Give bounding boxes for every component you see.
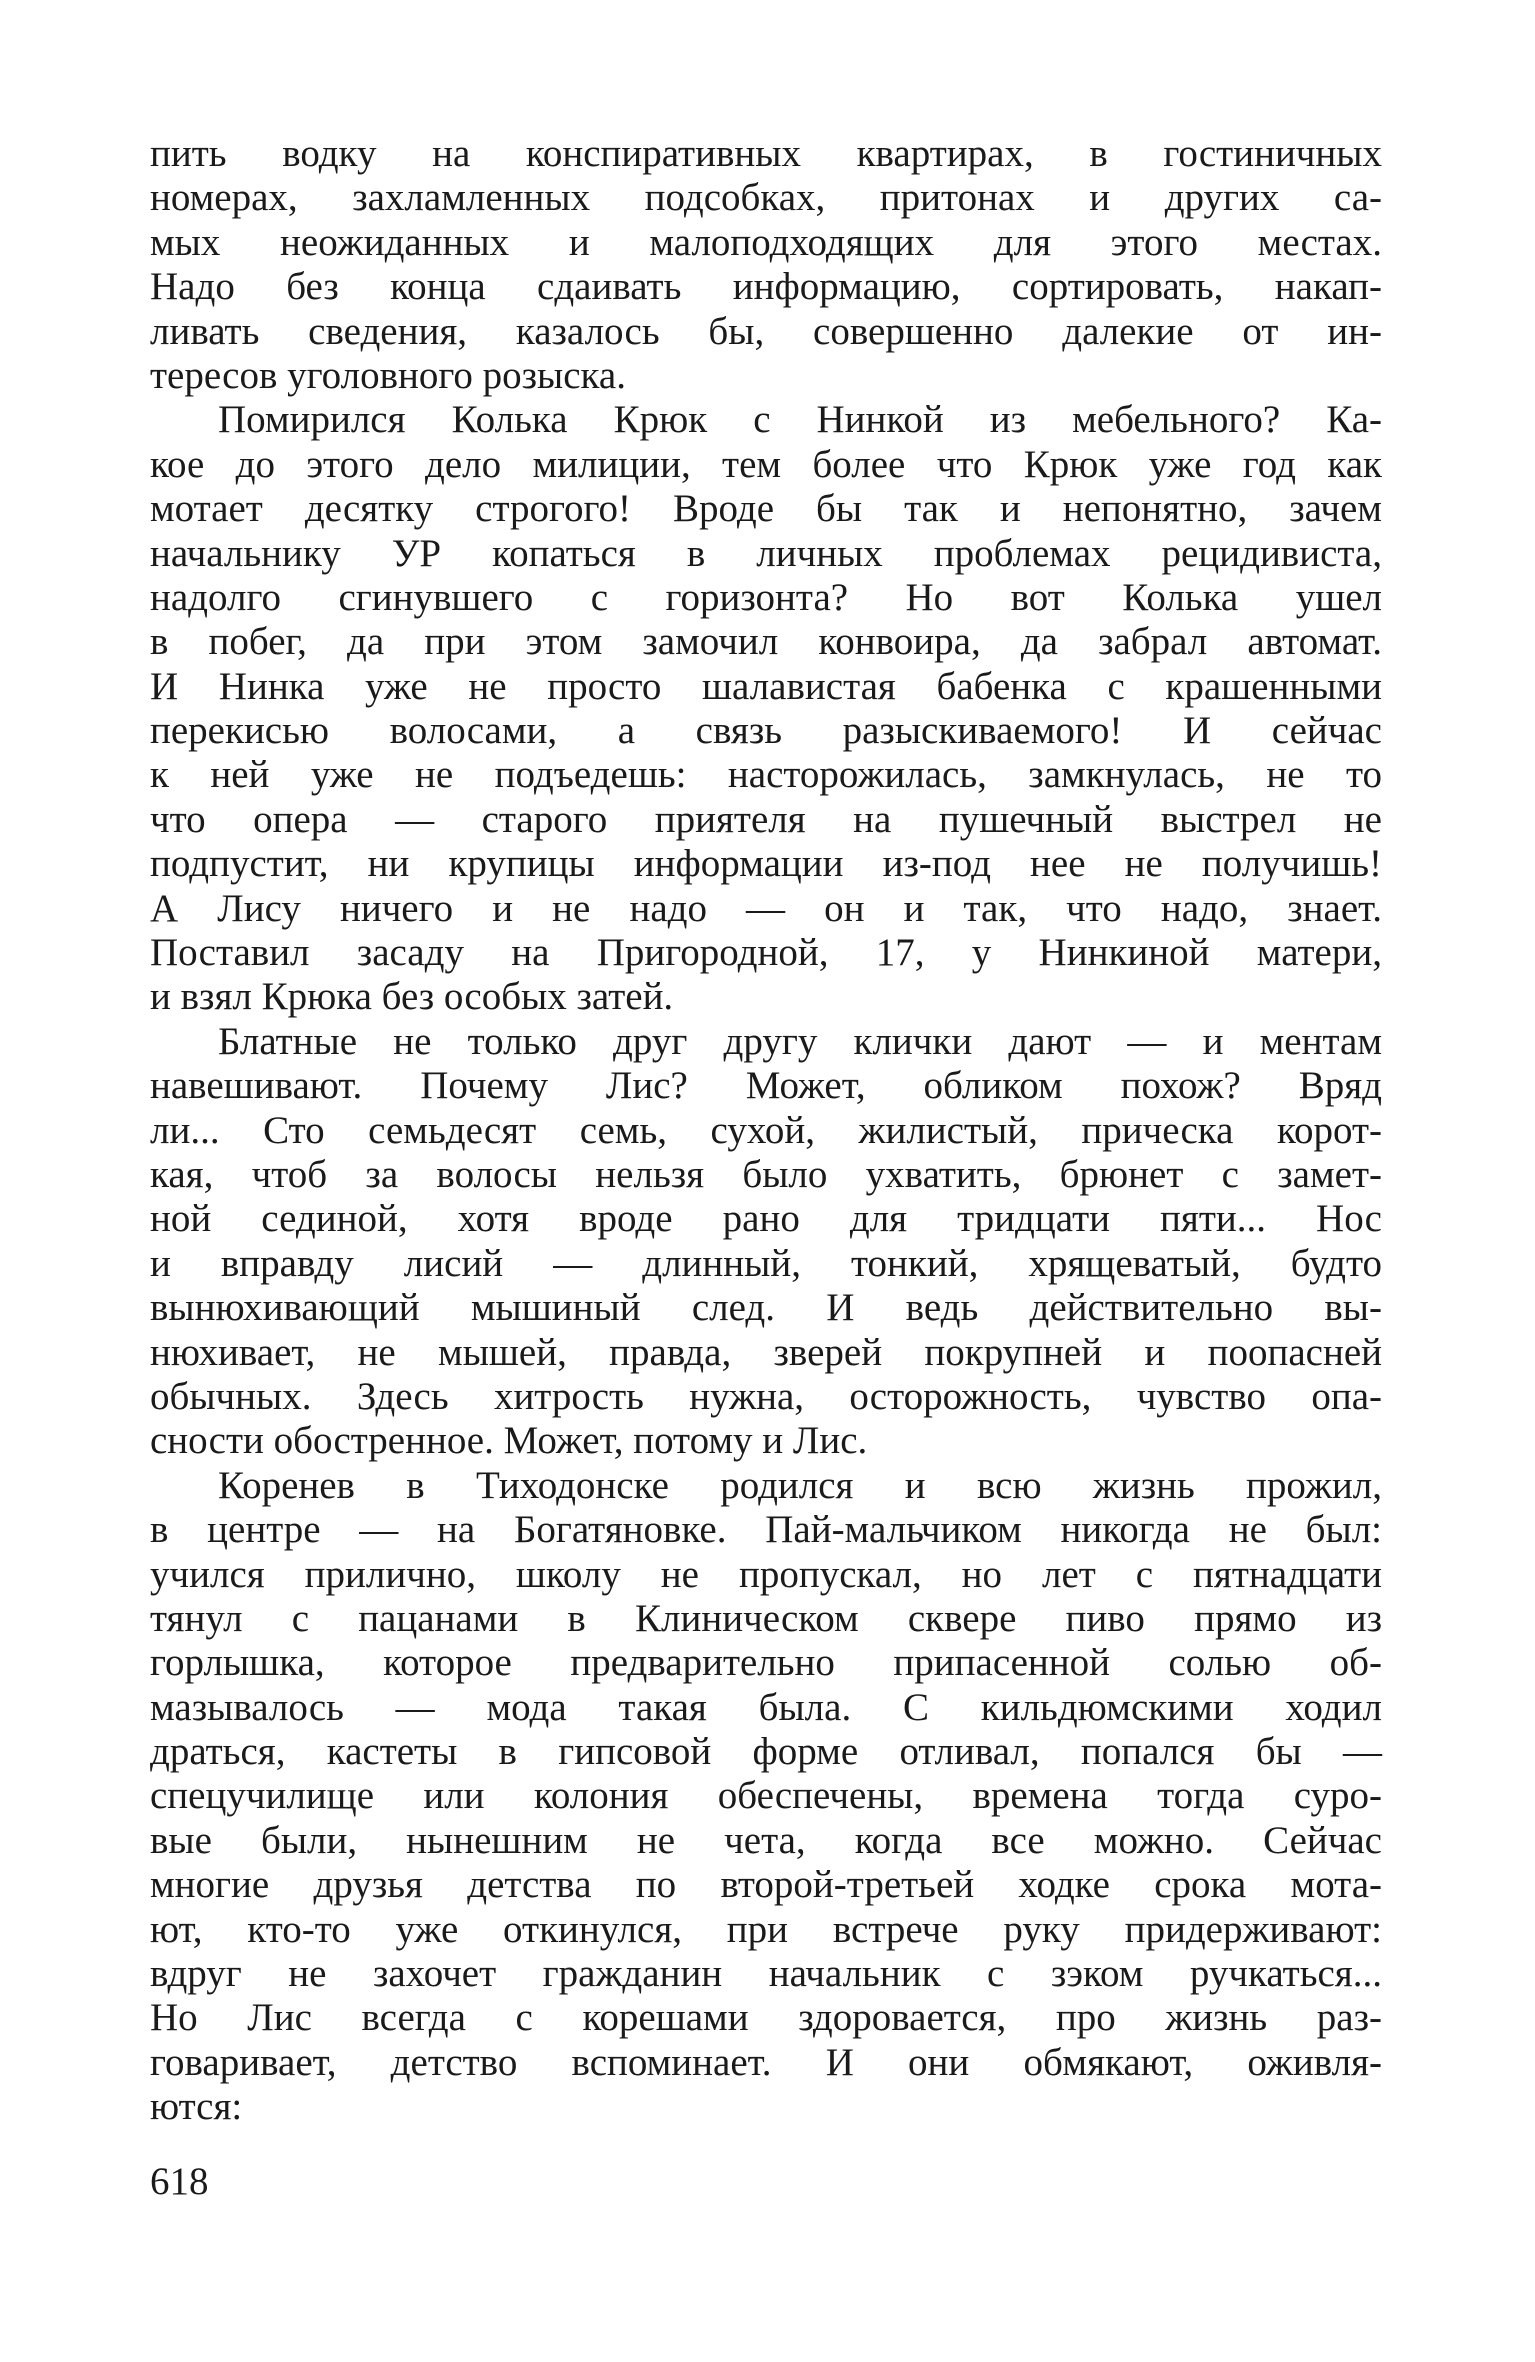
text-line: перекисью волосами, а связь разыскиваемого! И сейчас	[150, 709, 1382, 753]
text-line: вынюхивающий мышиный след. И ведь действительно вы-	[150, 1286, 1382, 1330]
paragraph	[150, 1464, 1382, 2130]
text-line: и взял Крюка без особых затей.	[150, 975, 674, 1019]
text-line: мых неожиданных и малоподходящих для этого местах.	[150, 220, 1382, 264]
text-line: что опера — старого приятеля на пушечный выстрел не	[150, 797, 1382, 841]
paragraph	[150, 398, 1382, 1019]
text-line: в центре — на Богатяновке. Пай-мальчиком никогда не был:	[150, 1508, 1382, 1552]
text-line: ливать сведения, казалось бы, совершенно далекие от ин-	[150, 309, 1382, 353]
text-line: подпустит, ни крупицы информации из-под нее не получишь!	[150, 842, 1382, 886]
text-line: вдруг не захочет гражданин начальник с зэком ручкаться...	[150, 1952, 1382, 1996]
text-line: начальнику УР копаться в личных проблемах рецидивиста,	[150, 531, 1382, 575]
text-line: говаривает, детство вспоминает. И они обмякают, оживля-	[150, 2040, 1382, 2084]
text-line: А Лису ничего и не надо — он и так, что надо, знает.	[150, 886, 1382, 930]
text-line: кое до этого дело милиции, тем более что Крюк уже год как	[150, 442, 1382, 486]
text-line: И Нинка уже не просто шалавистая бабенка с крашенными	[150, 664, 1382, 708]
text-line: к ней уже не подъедешь: насторожилась, замкнулась, не то	[150, 753, 1382, 797]
page-number: 618	[150, 2160, 209, 2203]
text-line: Коренев в Тиходонске родился и всю жизнь прожил,	[218, 1463, 1382, 1507]
text-line: Надо без конца сдаивать информацию, сортировать, накап-	[150, 265, 1382, 309]
text-line: Но Лис всегда с корешами здоровается, про жизнь раз-	[150, 1996, 1382, 2040]
text-line: учился прилично, школу не пропускал, но лет с пятнадцати	[150, 1552, 1382, 1596]
text-line: ли... Сто семьдесят семь, сухой, жилистый, прическа корот-	[150, 1108, 1382, 1152]
text-line: мазывалось — мода такая была. С кильдюмскими ходил	[150, 1685, 1382, 1729]
text-line: навешивают. Почему Лис? Может, обликом похож? Вряд	[150, 1064, 1382, 1108]
text-line: тянул с пацанами в Клиническом сквере пиво прямо из	[150, 1596, 1382, 1640]
body-text	[150, 132, 1382, 2130]
text-line: драться, кастеты в гипсовой форме отливал, попался бы —	[150, 1730, 1382, 1774]
text-line: тересов уголовного розыска.	[150, 353, 626, 397]
text-line: в побег, да при этом замочил конвоира, да забрал автомат.	[150, 620, 1382, 664]
text-line: пить водку на конспиративных квартирах, в гостиничных	[150, 132, 1382, 175]
text-line: вые были, нынешним не чета, когда все можно. Сейчас	[150, 1818, 1382, 1862]
text-line: спецучилище или колония обеспечены, времена тогда суро-	[150, 1774, 1382, 1818]
paragraph	[150, 132, 1382, 398]
text-line: Помирился Колька Крюк с Нинкой из мебельного? Ка-	[218, 398, 1382, 442]
text-line: сности обостренное. Может, потому и Лис.	[150, 1419, 868, 1463]
text-line: кая, чтоб за волосы нельзя было ухватить, брюнет с замет-	[150, 1152, 1382, 1196]
text-line: ют, кто-то уже откинулся, при встрече руку придерживают:	[150, 1907, 1382, 1951]
text-line: Блатные не только друг другу клички дают — и ментам	[218, 1019, 1382, 1063]
text-line: многие друзья детства по второй-третьей ходке срока мота-	[150, 1863, 1382, 1907]
text-line: нюхивает, не мышей, правда, зверей покрупней и поопасней	[150, 1330, 1382, 1374]
text-line: ной сединой, хотя вроде рано для тридцати пяти... Нос	[150, 1197, 1382, 1241]
text-line: обычных. Здесь хитрость нужна, осторожность, чувство опа-	[150, 1374, 1382, 1418]
text-line: номерах, захламленных подсобках, притонах и других са-	[150, 176, 1382, 220]
paragraph	[150, 1020, 1382, 1464]
text-line: надолго сгинувшего с горизонта? Но вот Колька ушел	[150, 575, 1382, 619]
text-line: мотает десятку строгого! Вроде бы так и непонятно, зачем	[150, 487, 1382, 531]
text-line: горлышка, которое предварительно припасенной солью об-	[150, 1641, 1382, 1685]
text-line: и вправду лисий — длинный, тонкий, хрящеватый, будто	[150, 1241, 1382, 1285]
text-line: ются:	[150, 2085, 243, 2129]
text-line: Поставил засаду на Пригородной, 17, у Нинкиной матери,	[150, 931, 1382, 975]
